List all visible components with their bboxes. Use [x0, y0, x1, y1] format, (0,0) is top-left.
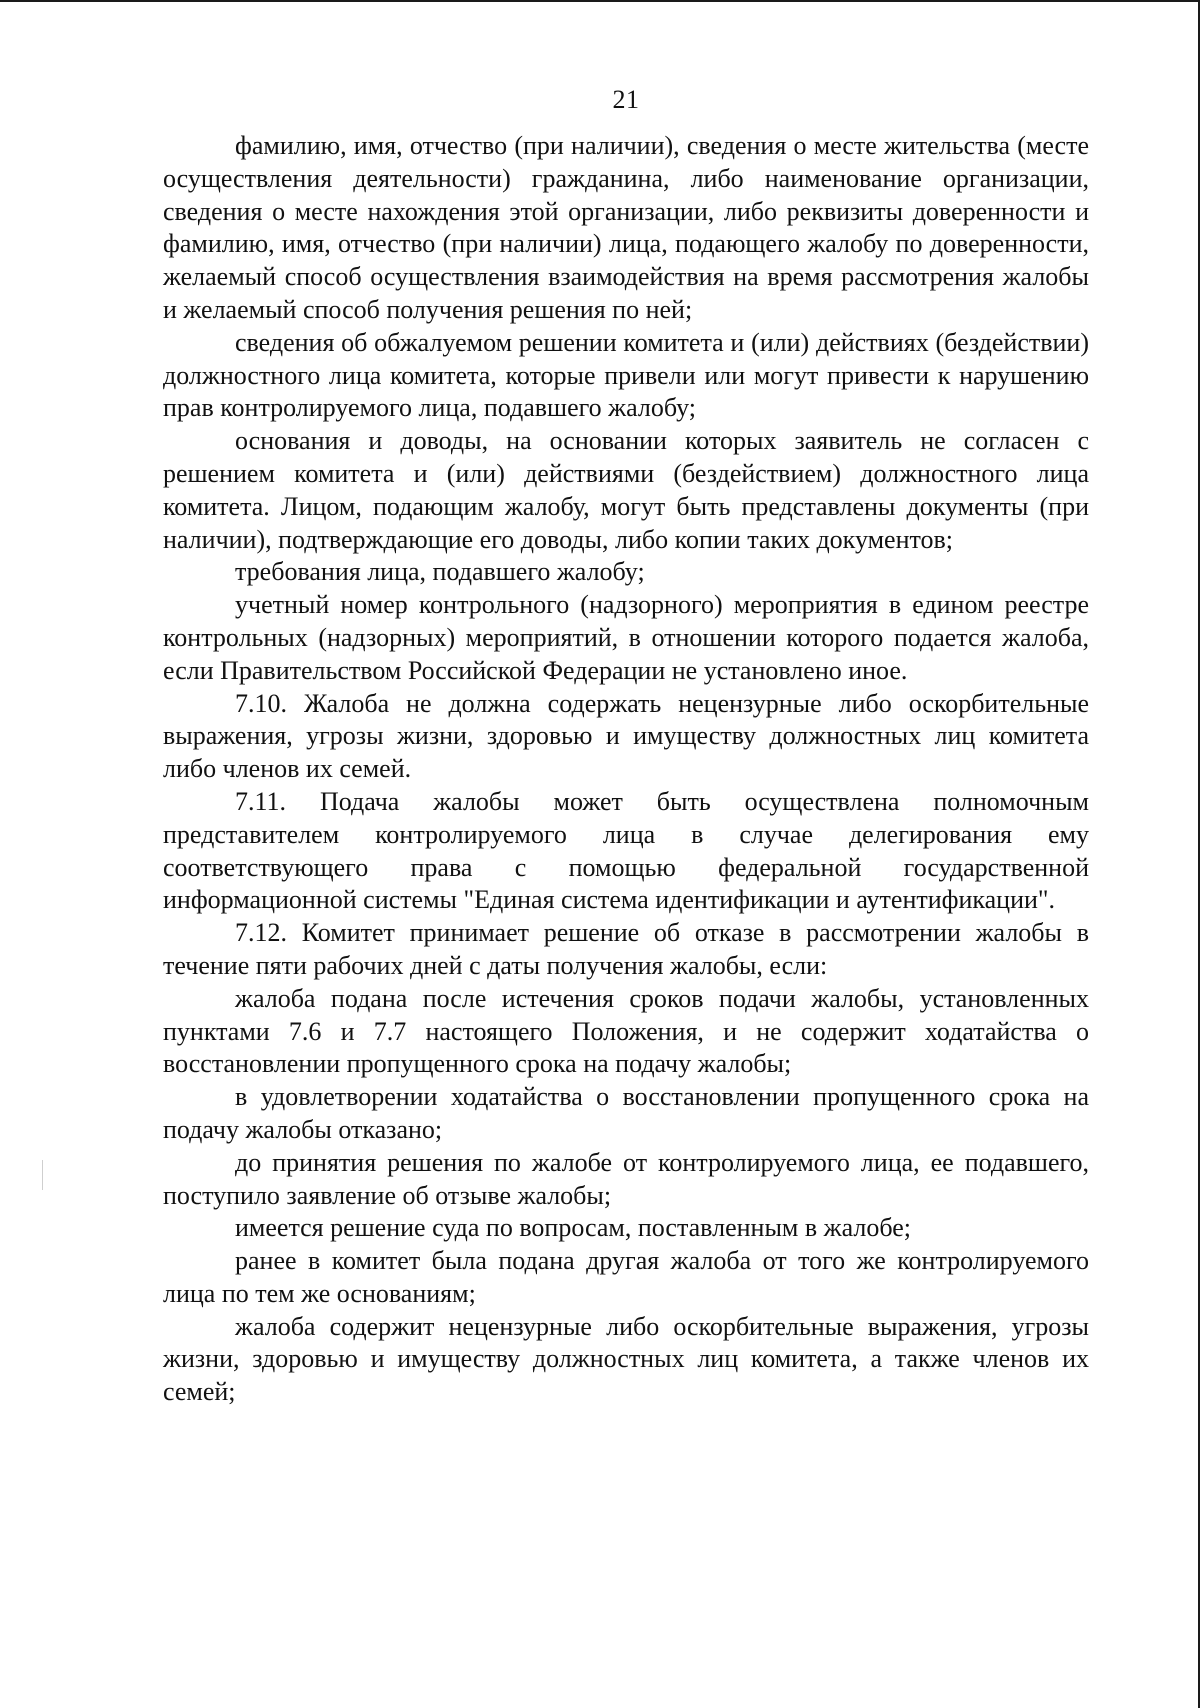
paragraph-withdrawal: до принятия решения по жалобе от контролируемого лица, ее подавшего, поступило заявление об отзыве жалобы; [163, 1147, 1089, 1210]
paragraph-duplicate-complaint: ранее в комитет была подана другая жалоба от того же контролируемого лица по тем же основаниям; [163, 1246, 1089, 1308]
paragraph-7-11: 7.11. Подача жалобы может быть осуществлена полномочным представителем контролируемого лица в случае делегирования ему соответствующего права с помощью федеральной государственной информационной системы "Единая система идентификации и аутентификации". [163, 786, 1089, 915]
paragraph-7-10: 7.10. Жалоба не должна содержать нецензурные либо оскорбительные выражения, угрозы жизни, здоровью и имуществу должностных лиц комитета либо членов их семей. [163, 688, 1089, 784]
paragraph-offensive-content: жалоба содержит нецензурные либо оскорбительные выражения, угрозы жизни, здоровью и имуществу должностных лиц комитета, а также членов их семей; [163, 1311, 1089, 1407]
paragraph-court-decision: имеется решение суда по вопросам, поставленным в жалобе; [235, 1213, 911, 1243]
scan-artifact [42, 1160, 43, 1190]
paragraph-grounds: основания и доводы, на основании которых заявитель не согласен с решением комитета и (или) действиями (бездействием) должностного лица комитета. Лицом, подающим жалобу, могут быть представлены документы (при наличии), подтверждающие его доводы, либо копии таких документов; [163, 426, 1089, 554]
paragraph-7-12: 7.12. Комитет принимает решение об отказе в рассмотрении жалобы в течение пяти рабочих дней с даты получения жалобы, если: [163, 918, 1089, 980]
page-number: 21 [612, 85, 640, 114]
paragraph-petition-denied: в удовлетворении ходатайства о восстановлении пропущенного срока на подачу жалобы отказано; [163, 1082, 1089, 1144]
paragraph-missed-deadline: жалоба подана после истечения сроков подачи жалобы, установленных пунктами 7.6 и 7.7 настоящего Положения, и не содержит ходатайства о восстановлении пропущенного срока на подачу жалобы; [163, 983, 1089, 1079]
paragraph-requirements: требования лица, подавшего жалобу; [235, 557, 645, 587]
document-page [163, 80, 1089, 1409]
paragraph-appealed-decision: сведения об обжалуемом решении комитета и (или) действиях (бездействии) должностного лица комитета, которые привели или могут привести к нарушению прав контролируемого лица, подавшего жалобу; [163, 327, 1089, 423]
paragraph-applicant-details: фамилию, имя, отчество (при наличии), сведения о месте жительства (месте осуществления деятельности) гражданина, либо наименование организации, сведения о месте нахождения этой организации, либо реквизиты доверенности и фамилию, имя, отчество (при наличии) лица, подающего жалобу по доверенности, желаемый способ осуществления взаимодействия на время рассмотрения жалобы и желаемый способ получения решения по ней; [163, 131, 1089, 324]
paragraph-registry-number: учетный номер контрольного (надзорного) мероприятия в едином реестре контрольных (надзорных) мероприятий, в отношении которого подается жалоба, если Правительством Российской Федерации не установлено иное. [163, 590, 1089, 685]
scan-border-top [0, 0, 1200, 2]
